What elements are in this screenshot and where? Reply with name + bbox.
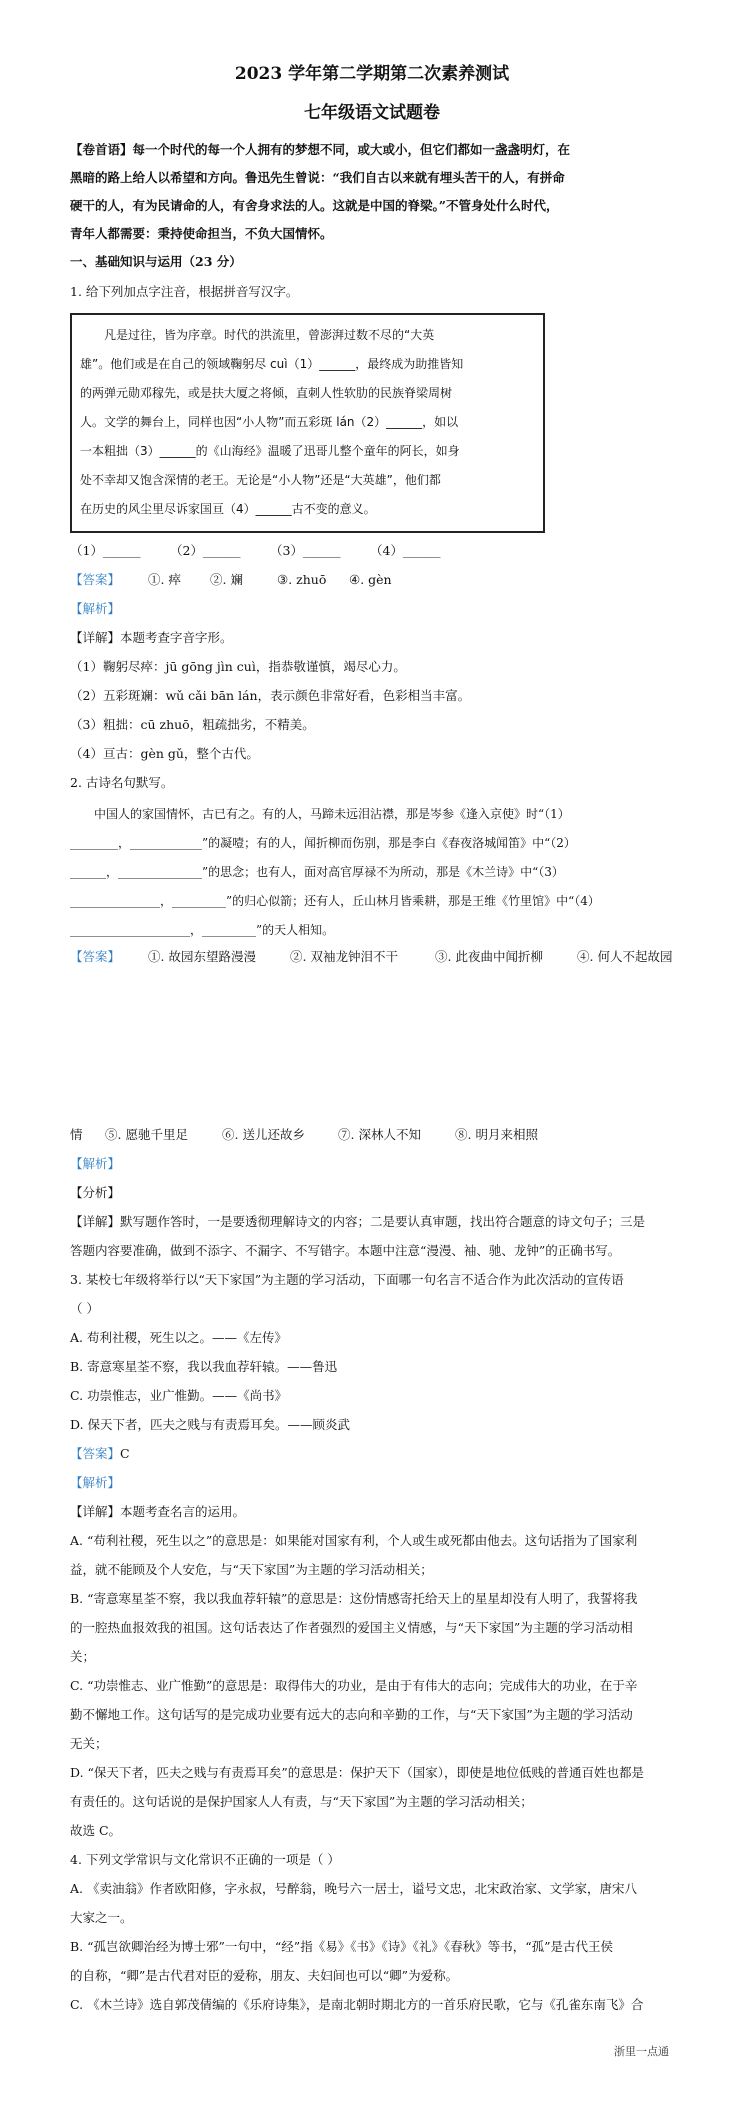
q2-passage-line: _______________，_________”的归心似箭；还有人，丘山林月皆乘耕，那是王维《竹里馆》中“（4）: [70, 894, 600, 908]
q2-answer: ⑦. 深林人不知: [338, 1127, 421, 1142]
fenxi-label: 【分析】: [70, 1185, 121, 1200]
q3-detail-line: 无关；: [70, 1736, 108, 1751]
q3-detail-line: B. “寄意寒星荃不察，我以我血荐轩辕”的意思是：这份情感寄托给天上的星星却没有人明了，我誓将我: [70, 1591, 638, 1606]
q1-detail-line: 【详解】本题考查字音字形。: [70, 630, 233, 645]
answer-label: 【答案】: [70, 572, 121, 587]
q2-answer: ④. 何人不起故园: [577, 949, 673, 964]
q3-detail-line: 故选 C。: [70, 1823, 122, 1838]
q2-passage-line: ____________________，_________”的天人相知。: [70, 923, 335, 937]
q1-blank: （3）______: [270, 543, 341, 558]
q1-passage-line: 在历史的风尘里尽诉家国亘（4）______古不变的意义。: [80, 502, 376, 516]
q3-stem: 3. 某校七年级将举行以“天下家国”为主题的学习活动，下面哪一句名言不适合作为此次活动的宣传语: [70, 1272, 624, 1287]
q3-option-c: C. 功崇惟志，业广惟勤。——《尚书》: [70, 1388, 288, 1403]
q2-answer: ⑧. 明月来相照: [455, 1127, 538, 1142]
q2-answer: ②. 双袖龙钟泪不干: [290, 949, 398, 964]
q3-answer: C: [120, 1446, 130, 1461]
q3-detail-line: 勤不懈地工作。这句话写的是完成功业要有远大的志向和辛勤的工作，与“天下家国”为主题的学习活动: [70, 1707, 633, 1722]
q1-detail-line: （2）五彩斑斓：wǔ cǎi bān lán，表示颜色非常好看，色彩相当丰富。: [70, 688, 471, 703]
analysis-label: 【解析】: [70, 601, 121, 616]
q3-detail-line: 的一腔热血报效我的祖国。这句话表达了作者强烈的爱国主义情感，与“天下家国”为主题的学习活动相: [70, 1620, 633, 1635]
q2-passage-line: 中国人的家国情怀，古已有之。有的人，马蹄未远泪沾襟，那是岑参《逢入京使》时“（1）: [94, 807, 570, 821]
q1-blank: （2）______: [170, 543, 241, 558]
q1-answer: ①. 瘁: [148, 572, 181, 587]
q3-option-b: B. 寄意寒星荃不察，我以我血荐轩辕。——鲁迅: [70, 1359, 338, 1374]
preface-line: 青年人都需要：秉持使命担当，不负大国情怀。: [70, 226, 333, 241]
preface-line: 硬干的人，有为民请命的人，有舍身求法的人。这就是中国的脊梁。”不管身处什么时代，: [70, 198, 559, 213]
q4-option-line: 的自称，“卿”是古代君对臣的爱称，朋友、夫妇间也可以“卿”为爱称。: [70, 1968, 459, 1983]
q4-stem: 4. 下列文学常识与文化常识不正确的一项是（ ）: [70, 1852, 340, 1867]
q3-detail-line: A. “苟利社稷，死生以之”的意思是：如果能对国家有利，个人或生或死都由他去。这句话指为了国家利: [70, 1533, 638, 1548]
q1-answer: ②. 斓: [210, 572, 243, 587]
q1-detail-line: （4）亘古：gèn gǔ，整个古代。: [70, 746, 259, 761]
q3-detail-line: D. “保天下者，匹夫之贱与有责焉耳矣”的意思是：保护天下（国家），即使是地位低贱的普通百姓也都是: [70, 1765, 645, 1780]
q2-passage-line: ________，____________”的凝噎；有的人，闻折柳而伤别，那是李白《春夜洛城闻笛》中“（2）: [70, 836, 576, 850]
q1-passage-line: 处不幸却又饱含深情的老王。无论是“小人物”还是“大英雄”，他们都: [80, 473, 441, 487]
analysis-label: 【解析】: [70, 1475, 121, 1490]
page-title: 2023 学年第二学期第二次素养测试: [234, 64, 510, 84]
q3-detail-line: 【详解】本题考查名言的运用。: [70, 1504, 246, 1519]
q1-detail-line: （1）鞠躬尽瘁：jū gōng jìn cuì，指恭敬谨慎，竭尽心力。: [70, 659, 406, 674]
preface-line: 黑暗的路上给人以希望和方向。鲁迅先生曾说：“我们自古以来就有埋头苦干的人，有拼命: [70, 170, 565, 185]
q3-detail-line: 关；: [70, 1649, 96, 1664]
q4-option-line: B. “孤岂欲卿治经为博士邪”一句中，“经”指《易》《书》《诗》《礼》《春秋》等书，“孤”是古代王侯: [70, 1939, 613, 1954]
q1-detail-line: （3）粗拙：cū zhuō，粗疏拙劣，不精美。: [70, 717, 315, 732]
q2-detail-line: 【详解】默写题作答时，一是要透彻理解诗文的内容；二是要认真审题，找出符合题意的诗文句子；三是: [70, 1214, 646, 1229]
section-heading: 一、基础知识与运用（23 分）: [70, 254, 242, 269]
q1-blank: （1）______: [70, 543, 141, 558]
q1-blank: （4）______: [370, 543, 441, 558]
page-subtitle: 七年级语文试题卷: [304, 103, 440, 123]
q1-passage-line: 人。文学的舞台上，同样也因“小人物”而五彩斑 lán（2）______，如以: [80, 415, 459, 429]
footer-brand: 浙里一点通: [614, 2045, 669, 2058]
q4-option-line: A. 《卖油翁》作者欧阳修，字永叔，号醉翁，晚号六一居士，谥号文忠，北宋政治家、文学家，唐宋八: [70, 1881, 637, 1896]
answer-label: 【答案】: [70, 1446, 121, 1461]
q1-passage-line: 凡是过往，皆为序章。时代的洪流里，曾澎湃过数不尽的“大英: [104, 328, 435, 342]
q2-answer: ③. 此夜曲中闻折柳: [435, 949, 543, 964]
q2-answer: ⑤. 愿驰千里足: [105, 1127, 188, 1142]
q2-answer: ⑥. 送儿还故乡: [222, 1127, 305, 1142]
q3-detail-line: 有责任的。这句话说的是保护国家人人有责，与“天下家国”为主题的学习活动相关；: [70, 1794, 533, 1809]
q2-answer-cont: 情: [70, 1127, 83, 1142]
q1-answer: ④. gèn: [349, 572, 392, 587]
analysis-label: 【解析】: [70, 1156, 121, 1171]
q3-stem-paren: （ ）: [70, 1301, 99, 1316]
q2-stem: 2. 古诗名句默写。: [70, 775, 174, 790]
q2-answer: ①. 故园东望路漫漫: [148, 949, 256, 964]
preface-line: 【卷首语】每一个时代的每一个人拥有的梦想不同，或大或小，但它们都如一盏盏明灯，在: [70, 142, 571, 157]
q2-detail-line: 答题内容要准确，做到不添字、不漏字、不写错字。本题中注意“漫漫、袖、驰、龙钟”的正确书写。: [70, 1243, 621, 1258]
q1-answer: ③. zhuō: [277, 572, 327, 587]
answer-label: 【答案】: [70, 949, 121, 964]
q3-option-a: A. 苟利社稷，死生以之。——《左传》: [70, 1330, 287, 1345]
q3-detail-line: 益，就不能顾及个人安危，与“天下家国”为主题的学习活动相关；: [70, 1562, 433, 1577]
q1-passage-line: 的两弹元勋邓稼先，或是扶大厦之将倾，直刺人性软肋的民族脊梁周树: [80, 386, 453, 400]
q1-stem: 1. 给下列加点字注音，根据拼音写汉字。: [70, 284, 299, 299]
q4-option-line: 大家之一。: [70, 1910, 133, 1925]
q2-passage-line: ______，______________”的思念；也有人，面对高官厚禄不为所动，那是《木兰诗》中“（3）: [70, 865, 564, 879]
q1-passage-line: 一本粗拙（3）______的《山海经》温暖了迅哥儿整个童年的阿长，如身: [80, 444, 460, 458]
q3-option-d: D. 保天下者，匹夫之贱与有责焉耳矣。——顾炎武: [70, 1417, 351, 1432]
q3-answer-row: [70, 1447, 130, 1461]
q4-option-line: C. 《木兰诗》选自郭茂倩编的《乐府诗集》，是南北朝时期北方的一首乐府民歌，它与《孔雀东南飞》合: [70, 1997, 644, 2012]
q3-detail-line: C. “功崇惟志、业广惟勤”的意思是：取得伟大的功业，是由于有伟大的志向；完成伟大的功业，在于辛: [70, 1678, 638, 1693]
q1-passage-line: 雄”。他们或是在自己的领域鞠躬尽 cuì（1）______，最终成为助推皆知: [80, 357, 464, 371]
